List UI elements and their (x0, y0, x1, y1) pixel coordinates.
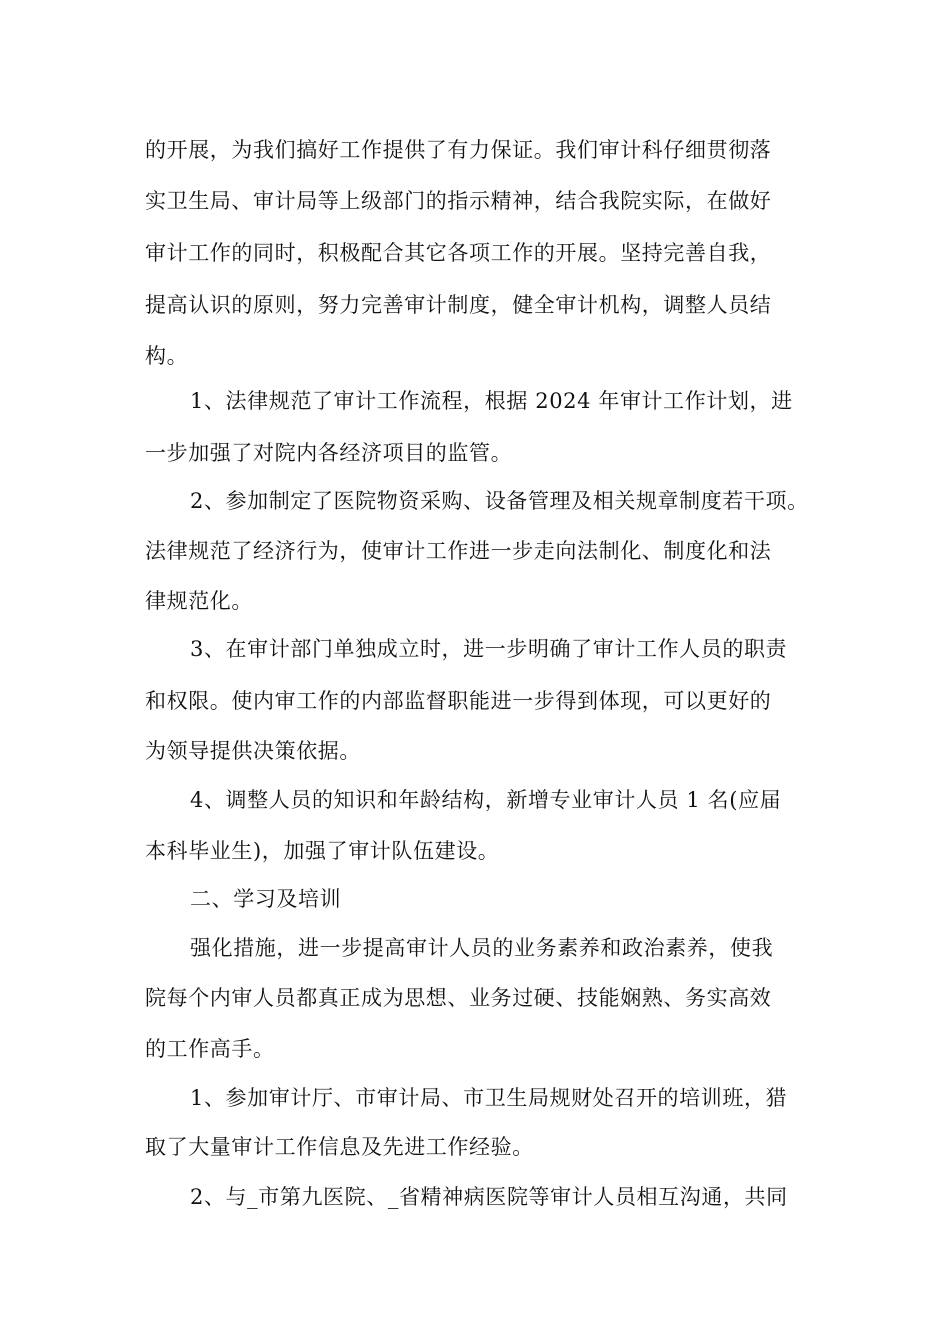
text-line: 院每个内审人员都真正成为思想、业务过硬、技能娴熟、务实高效 (145, 986, 772, 1010)
text-line: 强化措施，进一步提高审计人员的业务素养和政治素养，使我 (190, 936, 774, 960)
text-line: 的开展，为我们搞好工作提供了有力保证。我们审计科仔细贯彻落 (145, 138, 772, 162)
text-line: 2、参加制定了医院物资采购、设备管理及相关规章制度若干项。 (190, 489, 809, 513)
text-line: 为领导提供决策依据。 (145, 739, 361, 763)
text-line: 实卫生局、审计局等上级部门的指示精神，结合我院实际，在做好 (145, 189, 772, 213)
text-line: 律规范化。 (145, 589, 253, 613)
text-line: 1、参加审计厅、市审计局、市卫生局规财处召开的培训班，猎 (190, 1086, 788, 1110)
text-line: 一步加强了对院内各经济项目的监管。 (145, 441, 513, 465)
section-heading: 二、学习及培训 (190, 887, 342, 911)
text-line: 构。 (145, 344, 189, 368)
text-line: 法律规范了经济行为，使审计工作进一步走向法制化、制度化和法 (145, 539, 772, 563)
text-line: 审计工作的同时，积极配合其它各项工作的开展。坚持完善自我， (145, 241, 772, 265)
text-line: 1、法律规范了审计工作流程，根据 2024 年审计工作计划，进 (190, 389, 793, 413)
text-line: 2、与_市第九医院、_省精神病医院等审计人员相互沟通，共同 (190, 1185, 788, 1209)
text-line: 提高认识的原则，努力完善审计制度，健全审计机构，调整人员结 (145, 293, 772, 317)
text-line: 取了大量审计工作信息及先进工作经验。 (145, 1135, 534, 1159)
text-line: 3、在审计部门单独成立时，进一步明确了审计工作人员的职责 (190, 637, 788, 661)
text-line: 和权限。使内审工作的内部监督职能进一步得到体现，可以更好的 (145, 689, 772, 713)
text-line: 4、调整人员的知识和年龄结构，新增专业审计人员 1 名(应届 (190, 788, 782, 812)
text-line: 本科毕业生)，加强了审计队伍建设。 (145, 839, 500, 863)
text-line: 的工作高手。 (145, 1037, 275, 1061)
